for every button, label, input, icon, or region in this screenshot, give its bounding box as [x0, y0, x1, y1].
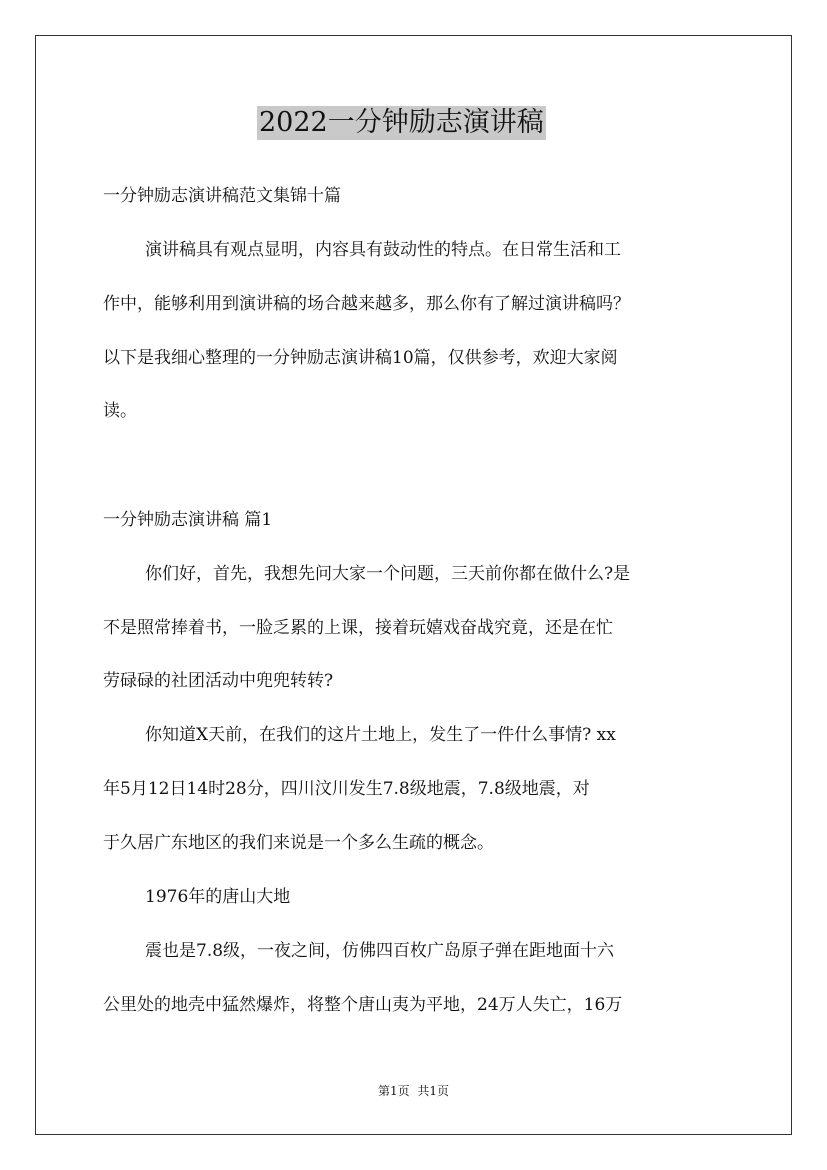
paragraph-line: 你知道X天前，在我们的这片土地上，发生了一件什么事情? xx	[145, 725, 616, 745]
page-total: 共1页	[417, 1084, 449, 1098]
document-subtitle: 一分钟励志演讲稿范文集锦十篇	[103, 186, 341, 206]
intro-line: 演讲稿具有观点显明，内容具有鼓动性的特点。在日常生活和工	[145, 240, 621, 260]
section-heading: 一分钟励志演讲稿 篇1	[103, 510, 273, 530]
page-footer	[0, 1083, 827, 1099]
paragraph-line: 不是照常捧着书，一脸乏累的上课，接着玩嬉戏奋战究竟，还是在忙	[103, 618, 613, 638]
intro-line: 以下是我细心整理的一分钟励志演讲稿10篇，仅供参考，欢迎大家阅	[103, 348, 618, 368]
paragraph-line: 于久居广东地区的我们来说是一个多么生疏的概念。	[103, 833, 494, 853]
intro-line: 读。	[103, 401, 137, 421]
paragraph-line: 震也是7.8级，一夜之间，仿佛四百枚广岛原子弹在距地面十六	[145, 941, 615, 961]
paragraph-line: 公里处的地壳中猛然爆炸，将整个唐山夷为平地，24万人失亡，16万	[103, 995, 623, 1015]
document-title: 2022一分钟励志演讲稿	[259, 107, 544, 138]
paragraph-line: 年5月12日14时28分，四川汶川发生7.8级地震，7.8级地震，对	[103, 779, 590, 799]
paragraph-line: 劳碌碌的社团活动中兜兜转转?	[103, 671, 334, 691]
paragraph-line: 你们好，首先，我想先问大家一个问题，三天前你都在做什么?是	[145, 564, 631, 584]
paragraph-line: 1976年的唐山大地	[145, 887, 291, 907]
intro-line: 作中，能够利用到演讲稿的场合越来越多，那么你有了解过演讲稿吗？	[103, 294, 630, 314]
page-number: 第1页	[378, 1084, 410, 1098]
